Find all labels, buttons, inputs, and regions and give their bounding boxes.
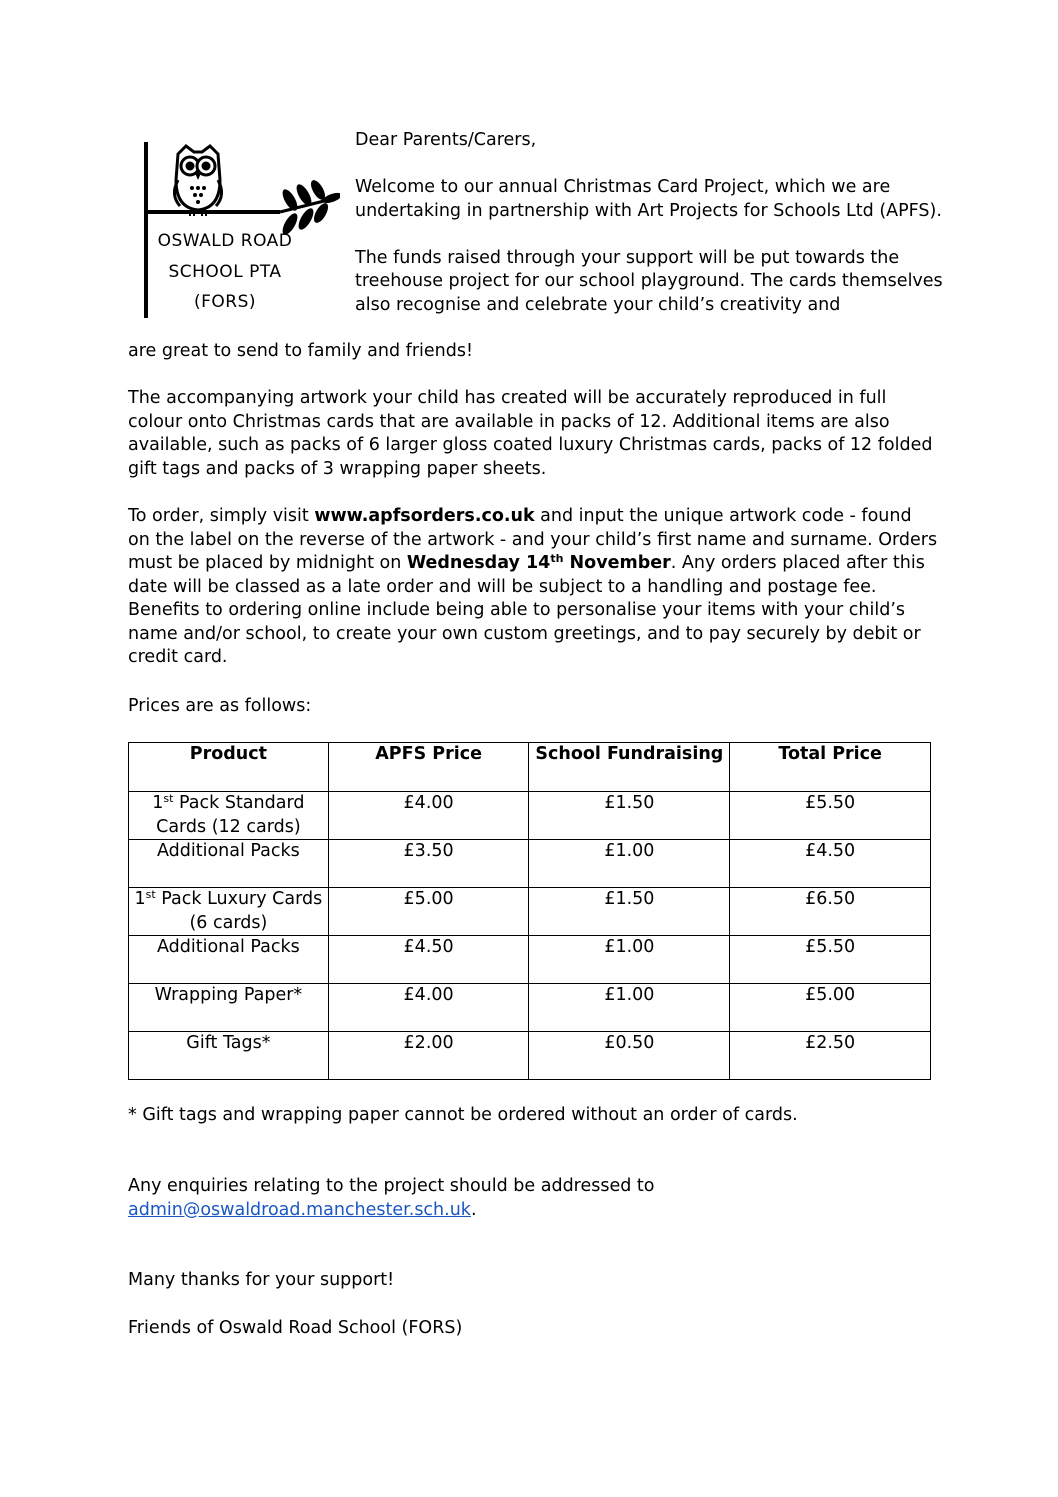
cell-school-fundraising: £1.50: [529, 888, 730, 936]
cell-apfs-price: £4.00: [328, 984, 529, 1032]
price-table: [128, 742, 931, 1080]
product-name: 1: [134, 889, 146, 909]
cell-total-price: £2.50: [730, 1032, 931, 1080]
logo-line-1: OSWALD ROAD: [157, 231, 293, 251]
footnote: * Gift tags and wrapping paper cannot be ordered without an order of cards.: [128, 1105, 798, 1125]
cell-apfs-price: £2.00: [328, 1032, 529, 1080]
thanks-line: Many thanks for your support!: [128, 1270, 395, 1290]
header-school-fundraising: School Fundraising: [529, 743, 730, 792]
header-apfs-price: APFS Price: [328, 743, 529, 792]
price-table-body: [129, 792, 931, 1080]
order-paragraph-text: [128, 505, 938, 670]
deadline-ordinal: th: [550, 552, 564, 565]
intro-paragraph-1: Welcome to our annual Christmas Card Project, which we are undertaking in partnership with Art Projects for Schools Ltd (APFS).: [355, 177, 942, 221]
cell-school-fundraising: £1.00: [529, 840, 730, 888]
product-name: Wrapping Paper*: [154, 985, 303, 1005]
deadline-month: November: [563, 553, 671, 573]
product-name-rest: Pack Luxury Cards (6 cards): [155, 889, 323, 933]
price-table-header: [129, 743, 931, 792]
product-ordinal: st: [163, 792, 174, 805]
product-name: Additional Packs: [156, 841, 300, 861]
cell-apfs-price: £3.50: [328, 840, 529, 888]
intro-paragraph-2-continued: are great to send to family and friends!: [128, 341, 473, 361]
order-text-mid: and input the unique artwork code - found on the label on the reverse of the artwork - and your child’s first name and surname. Orders must be placed by midnight on: [128, 506, 938, 573]
cell-total-price: £4.50: [730, 840, 931, 888]
header-product: Product: [129, 743, 329, 792]
intro-column: [355, 129, 945, 317]
cell-apfs-price: £4.00: [328, 792, 529, 840]
enquiries-paragraph: [128, 1175, 938, 1222]
enquiries-text: Any enquiries relating to the project should be addressed to: [128, 1176, 655, 1196]
order-deadline: [407, 553, 671, 573]
enquiries-email-link[interactable]: admin@oswaldroad.manchester.sch.uk: [128, 1199, 471, 1220]
cell-school-fundraising: £1.00: [529, 936, 730, 984]
header-total-price: Total Price: [730, 743, 931, 792]
cell-product: [129, 888, 329, 936]
enquiries-end: .: [470, 1199, 477, 1220]
artwork-paragraph: [128, 387, 938, 481]
table-row: [129, 792, 931, 840]
product-name: Gift Tags*: [186, 1033, 271, 1053]
cell-product: [129, 936, 329, 984]
cell-product: [129, 792, 329, 840]
product-name-rest: Pack Standard Cards (12 cards): [156, 793, 305, 837]
table-row: [129, 984, 931, 1032]
artwork-paragraph-text: The accompanying artwork your child has created will be accurately reproduced in full colour onto Christmas cards that are available in packs of 12. Additional items are also available, such as packs of 6 larger gloss coated luxury Christmas cards, packs of 12 folded gift tags and packs of 3 wrapping paper sheets.: [128, 388, 933, 479]
order-text-pre: To order, simply visit: [128, 506, 315, 526]
table-row: [129, 888, 931, 936]
cell-apfs-price: £5.00: [328, 888, 529, 936]
product-ordinal: st: [145, 888, 156, 901]
cell-product: [129, 840, 329, 888]
cell-school-fundraising: £1.50: [529, 792, 730, 840]
product-name: 1: [152, 793, 164, 813]
logo-line-2: SCHOOL PTA: [168, 262, 282, 282]
intro-paragraph-2: The funds raised through your support will be put towards the treehouse project for our school playground. The cards themselves also recognise and celebrate your child’s creativity and: [355, 247, 943, 315]
order-paragraph: [128, 505, 938, 670]
greeting: Dear Parents/Carers,: [355, 130, 537, 150]
cell-total-price: £5.00: [730, 984, 931, 1032]
table-row: [129, 936, 931, 984]
logo-line-3: (FORS): [193, 292, 257, 312]
cell-total-price: £5.50: [730, 936, 931, 984]
school-pta-logo: [140, 140, 340, 325]
table-row: [129, 840, 931, 888]
cell-school-fundraising: £1.00: [529, 984, 730, 1032]
cell-school-fundraising: £0.50: [529, 1032, 730, 1080]
deadline-day: Wednesday 14: [406, 553, 551, 573]
cell-product: [129, 984, 329, 1032]
cell-product: [129, 1032, 329, 1080]
cell-total-price: £6.50: [730, 888, 931, 936]
order-text-post: . Any orders placed after this date will be classed as a late order and will be subject to a handling and postage fee. Benefits to ordering online include being able to personalise your items with your child’s name and/or school, to create your own custom greetings, and to pay securely by debit or credit card.: [128, 553, 925, 667]
signoff: Friends of Oswald Road School (FORS): [128, 1318, 463, 1338]
prices-intro: Prices are as follows:: [128, 696, 312, 716]
cell-total-price: £5.50: [730, 792, 931, 840]
table-row: [129, 1032, 931, 1080]
product-name: Additional Packs: [156, 937, 300, 957]
cell-apfs-price: £4.50: [328, 936, 529, 984]
order-website: www.apfsorders.co.uk: [314, 506, 535, 526]
